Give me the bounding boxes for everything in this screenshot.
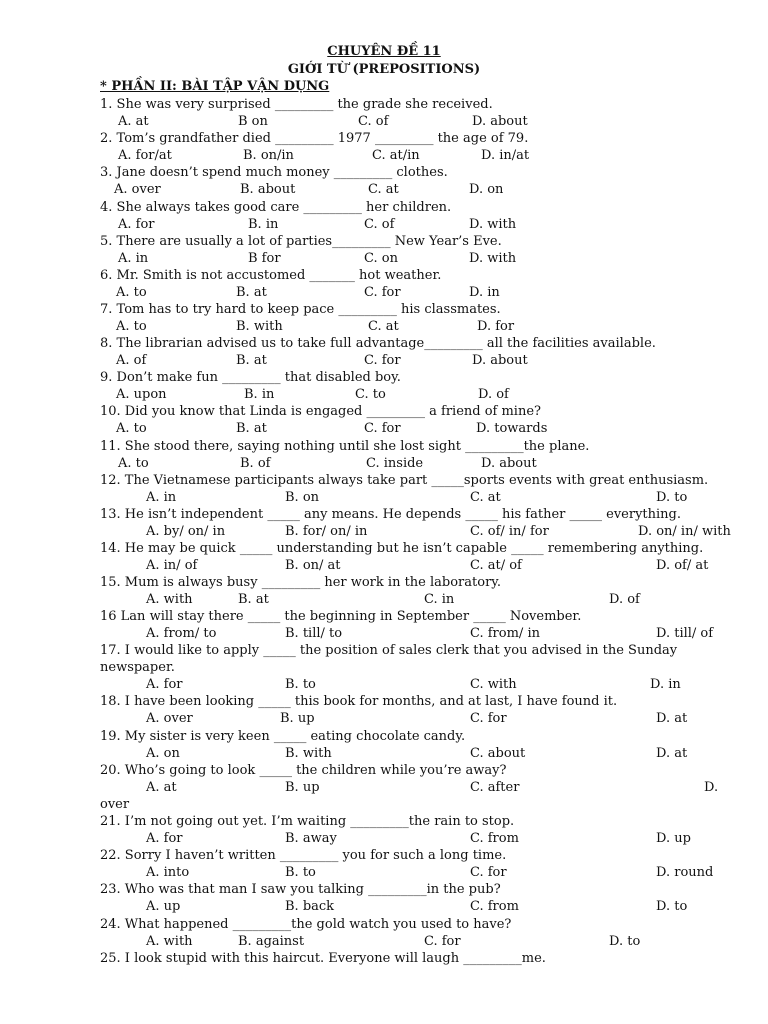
question-16-option-b: B. till/ to (285, 626, 343, 641)
question-4-option-c: C. of (364, 217, 395, 232)
question-16-option-c: C. from/ in (470, 626, 540, 641)
question-10-option-a: A. to (116, 421, 147, 436)
section-heading: * PHẦN II: BÀI TẬP VẬN DỤNG (100, 79, 330, 94)
question-19-option-b: B. with (285, 746, 332, 761)
question-14-option-b: B. on/ at (285, 558, 341, 573)
question-12-option-c: C. at (470, 490, 501, 505)
question-4-option-d: D. with (469, 217, 517, 232)
question-7-option-d: D. for (477, 319, 515, 334)
question-5-option-a: A. in (118, 251, 149, 266)
question-8-option-b: B. at (236, 353, 267, 368)
question-24-option-a: A. with (146, 934, 193, 949)
document-subtitle: GIỚI TỪ (PREPOSITIONS) (287, 62, 481, 77)
question-13-option-a: A. by/ on/ in (146, 524, 226, 539)
question-21-option-a: A. for (146, 831, 183, 846)
question-22-option-b: B. to (285, 865, 316, 880)
question-24-text: 24. What happened _________the gold watch you used to have? (100, 917, 512, 932)
question-2-option-c: C. at/in (372, 148, 420, 163)
question-3-option-b: B. about (240, 182, 296, 197)
question-15-option-b: B. at (238, 592, 269, 607)
question-5-option-b: B for (248, 251, 281, 266)
question-14-text: 14. He may be quick _____ understanding but he isn’t capable _____ remembering anything. (100, 541, 704, 556)
question-8-option-d: D. about (472, 353, 528, 368)
question-5-option-c: C. on (364, 251, 398, 266)
question-5-option-d: D. with (469, 251, 517, 266)
question-14-option-a: A. in/ of (146, 558, 198, 573)
question-8-option-c: C. for (364, 353, 401, 368)
question-25-text: 25. I look stupid with this haircut. Everyone will laugh _________me. (100, 951, 546, 966)
question-23-option-b: B. back (285, 899, 335, 914)
question-20-option-d: D. (704, 780, 719, 795)
question-3-option-d: D. on (469, 182, 504, 197)
question-3-option-a: A. over (114, 182, 161, 197)
question-21-text: 21. I’m not going out yet. I’m waiting _________the rain to stop. (100, 814, 515, 829)
question-22-option-d: D. round (656, 865, 714, 880)
question-18-text: 18. I have been looking _____ this book for months, and at last, I have found it. (100, 694, 618, 709)
question-10-option-c: C. for (364, 421, 401, 436)
question-12-text: 12. The Vietnamese participants always take part _____sports events with great enthusiasm. (100, 473, 709, 488)
question-21-option-c: C. from (470, 831, 519, 846)
question-1-option-c: C. of (358, 114, 389, 129)
question-5-text: 5. There are usually a lot of parties_________ New Year’s Eve. (100, 234, 502, 249)
question-21-option-b: B. away (285, 831, 337, 846)
question-23-option-c: C. from (470, 899, 519, 914)
question-14-option-d: D. of/ at (656, 558, 709, 573)
question-19-option-c: C. about (470, 746, 526, 761)
question-22-option-a: A. into (146, 865, 190, 880)
question-20-text: 20. Who’s going to look _____ the children while you’re away? (100, 763, 507, 778)
question-12-option-b: B. on (285, 490, 320, 505)
question-13-text: 13. He isn’t independent _____ any means. He depends _____ his father _____ everything. (100, 507, 682, 522)
question-17-option-d: D. in (650, 677, 681, 692)
question-10-option-b: B. at (236, 421, 267, 436)
question-6-option-b: B. at (236, 285, 267, 300)
question-7-option-a: A. to (116, 319, 147, 334)
question-3-option-c: C. at (368, 182, 399, 197)
question-6-option-d: D. in (469, 285, 500, 300)
question-10-text: 10. Did you know that Linda is engaged _________ a friend of mine? (100, 404, 542, 419)
question-17-text: 17. I would like to apply _____ the position of sales clerk that you advised in the Sunday newspaper. (100, 643, 678, 675)
question-17-option-c: C. with (470, 677, 517, 692)
document-title: CHUYÊN ĐỀ 11 (327, 44, 441, 59)
question-21-option-d: D. up (656, 831, 691, 846)
question-15-option-a: A. with (146, 592, 193, 607)
question-22-option-c: C. for (470, 865, 507, 880)
question-20-option-d-cont: over (100, 797, 130, 812)
question-11-option-c: C. inside (366, 456, 424, 471)
question-15-option-c: C. in (424, 592, 455, 607)
question-12-option-a: A. in (146, 490, 177, 505)
question-24-option-b: B. against (238, 934, 305, 949)
question-1-option-d: D. about (472, 114, 528, 129)
question-11-option-a: A. to (118, 456, 149, 471)
question-2-option-a: A. for/at (118, 148, 172, 163)
question-9-text: 9. Don’t make fun _________ that disabled boy. (100, 370, 401, 385)
question-2-option-d: D. in/at (481, 148, 530, 163)
question-14-option-c: C. at/ of (470, 558, 522, 573)
question-2-option-b: B. on/in (243, 148, 294, 163)
question-22-text: 22. Sorry I haven’t written _________ you for such a long time. (100, 848, 507, 863)
question-10-option-d: D. towards (476, 421, 548, 436)
question-4-text: 4. She always takes good care _________ her children. (100, 200, 452, 215)
question-9-option-d: D. of (478, 387, 509, 402)
question-24-option-c: C. for (424, 934, 461, 949)
question-3-text: 3. Jane doesn’t spend much money _________ clothes. (100, 165, 448, 180)
question-8-option-a: A. of (116, 353, 147, 368)
question-9-option-c: C. to (355, 387, 386, 402)
question-15-text: 15. Mum is always busy _________ her work in the laboratory. (100, 575, 502, 590)
question-12-option-d: D. to (656, 490, 688, 505)
question-15-option-d: D. of (609, 592, 640, 607)
question-9-option-b: B. in (244, 387, 275, 402)
question-6-option-a: A. to (116, 285, 147, 300)
question-18-option-b: B. up (280, 711, 315, 726)
question-16-option-a: A. from/ to (146, 626, 217, 641)
question-23-option-a: A. up (146, 899, 181, 914)
question-24-option-d: D. to (609, 934, 641, 949)
question-13-option-c: C. of/ in/ for (470, 524, 549, 539)
question-18-option-c: C. for (470, 711, 507, 726)
question-16-option-d: D. till/ of (656, 626, 714, 641)
question-13-option-d: D. on/ in/ with (638, 524, 731, 539)
question-9-option-a: A. upon (116, 387, 167, 402)
question-23-option-d: D. to (656, 899, 688, 914)
question-23-text: 23. Who was that man I saw you talking _________in the pub? (100, 882, 501, 897)
question-4-option-b: B. in (248, 217, 279, 232)
question-7-option-c: C. at (368, 319, 399, 334)
question-20-option-c: C. after (470, 780, 520, 795)
question-1-option-a: A. at (118, 114, 149, 129)
question-6-option-c: C. for (364, 285, 401, 300)
question-8-text: 8. The librarian advised us to take full advantage_________ all the facilities available. (100, 336, 656, 351)
question-17-option-b: B. to (285, 677, 316, 692)
question-11-option-d: D. about (481, 456, 537, 471)
question-13-option-b: B. for/ on/ in (285, 524, 368, 539)
question-4-option-a: A. for (118, 217, 155, 232)
question-6-text: 6. Mr. Smith is not accustomed _______ hot weather. (100, 268, 442, 283)
question-18-option-a: A. over (146, 711, 193, 726)
question-7-option-b: B. with (236, 319, 283, 334)
question-17-option-a: A. for (146, 677, 183, 692)
question-20-option-b: B. up (285, 780, 320, 795)
question-19-option-a: A. on (146, 746, 180, 761)
question-11-text: 11. She stood there, saying nothing until she lost sight _________the plane. (100, 439, 590, 454)
question-2-text: 2. Tom’s grandfather died _________ 1977 _________ the age of 79. (100, 131, 529, 146)
question-1-option-b: B on (238, 114, 268, 129)
question-7-text: 7. Tom has to try hard to keep pace _________ his classmates. (100, 302, 501, 317)
question-19-text: 19. My sister is very keen _____ eating chocolate candy. (100, 729, 466, 744)
question-18-option-d: D. at (656, 711, 688, 726)
question-11-option-b: B. of (240, 456, 271, 471)
question-20-option-a: A. at (146, 780, 177, 795)
question-16-text: 16 Lan will stay there _____ the beginning in September _____ November. (100, 609, 582, 624)
question-1-text: 1. She was very surprised _________ the grade she received. (100, 97, 493, 112)
question-19-option-d: D. at (656, 746, 688, 761)
